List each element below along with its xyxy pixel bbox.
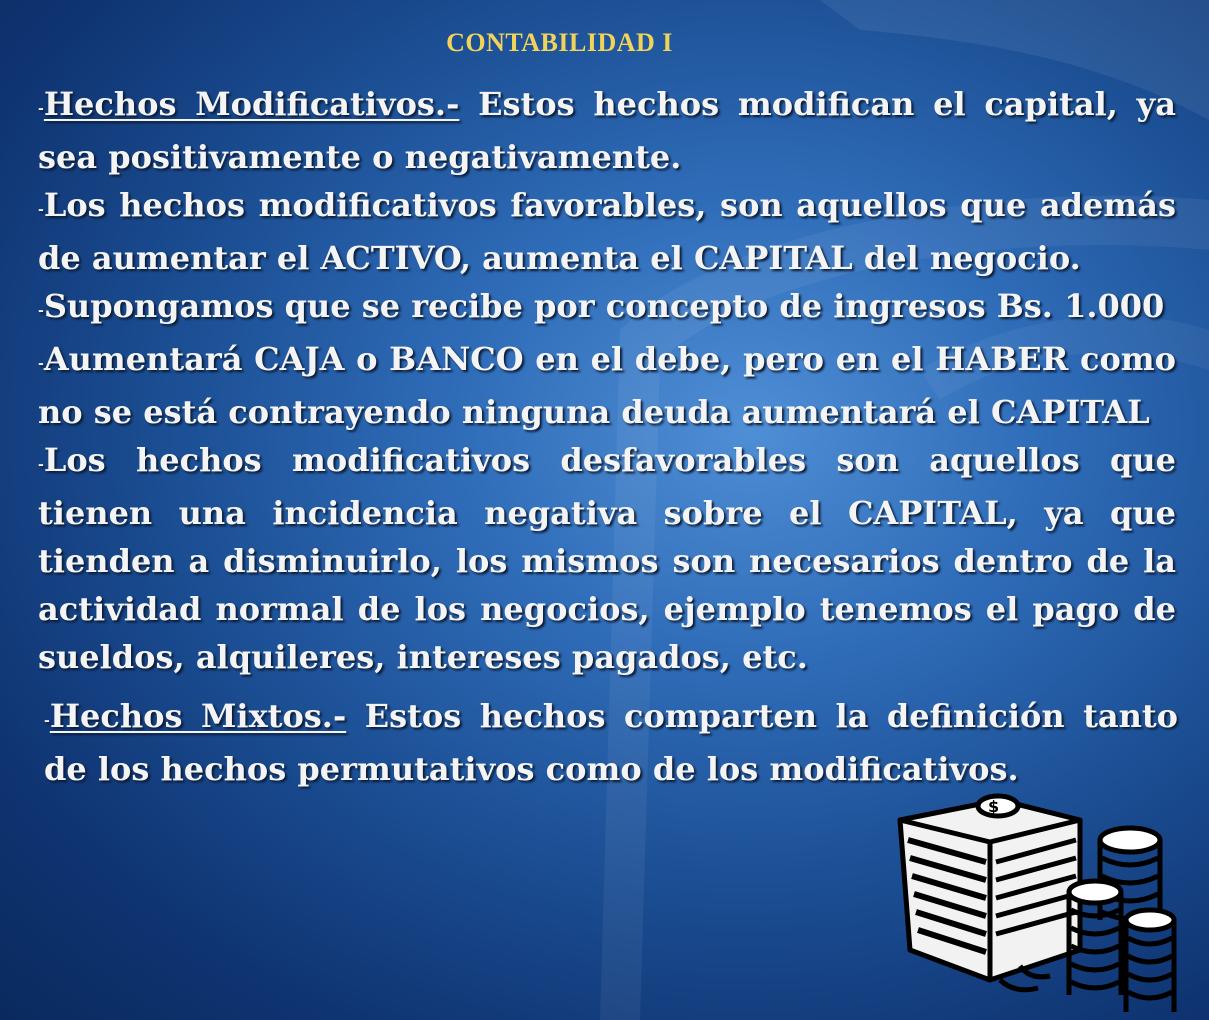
paragraph-mixtos: -Hechos Mixtos.- Estos hechos comparten la definición tanto de los hechos permutativos como de los modificativos.: [44, 697, 1179, 788]
text-desfavorables: Los hechos modificativos desfavorables son aquellos que tienen una incidencia negativa sobre el CAPITAL, ya que tienden a disminuirlo, los mismos son necesarios dentro de la actividad normal de los negocios, ejemplo tenemos el pago de sueldos, alquileres, intereses pagados, etc.: [38, 441, 1176, 676]
slide-body: [38, 80, 1176, 681]
paragraph-favorables: -Los hechos modificativos favorables, son aquellos que además de aumentar el ACTIVO, aumenta el CAPITAL del negocio.: [38, 186, 1176, 277]
text-favorables: Los hechos modificativos favorables, son aquellos que además de aumentar el ACTIVO, aumenta el CAPITAL del negocio.: [38, 186, 1176, 277]
dollar-symbol: $: [988, 797, 1000, 816]
paragraph-supongamos: -Supongamos que se recibe por concepto de ingresos Bs. 1.000: [38, 287, 1165, 325]
term-mixtos: Hechos Mixtos.-: [49, 697, 347, 735]
text-mixtos: Estos hechos comparten la definición tanto de los hechos permutativos como de los modificativos.: [44, 697, 1179, 788]
header-title: CONTABILIDAD I: [446, 28, 673, 57]
text-modificativos: Estos hechos modifican el capital, ya sea positivamente o negativamente.: [38, 85, 1177, 176]
term-modificativos: Hechos Modificativos.-: [43, 85, 460, 123]
slide-header: [0, 28, 1209, 58]
paragraph-aumentara: -Aumentará CAJA o BANCO en el debe, pero en el HABER como no se está contrayendo ninguna deuda aumentará el CAPITAL: [38, 340, 1176, 431]
paragraph-desfavorables: -Los hechos modificativos desfavorables son aquellos que tienen una incidencia negativa sobre el CAPITAL, ya que tienden a disminuirlo, los mismos son necesarios dentro de la actividad normal de los negocios, ejemplo tenemos el pago de sueldos, alquileres, intereses pagados, etc.: [38, 441, 1176, 676]
text-supongamos: Supongamos que se recibe por concepto de ingresos Bs. 1.000: [43, 287, 1165, 325]
text-aumentara: Aumentará CAJA o BANCO en el debe, pero en el HABER como no se está contrayendo ninguna deuda aumentará el CAPITAL: [38, 340, 1176, 431]
money-stack-icon: [880, 780, 1209, 1020]
paragraph-modificativos: -Hechos Modificativos.- Estos hechos modifican el capital, ya sea positivamente o negativamente.: [38, 85, 1177, 176]
